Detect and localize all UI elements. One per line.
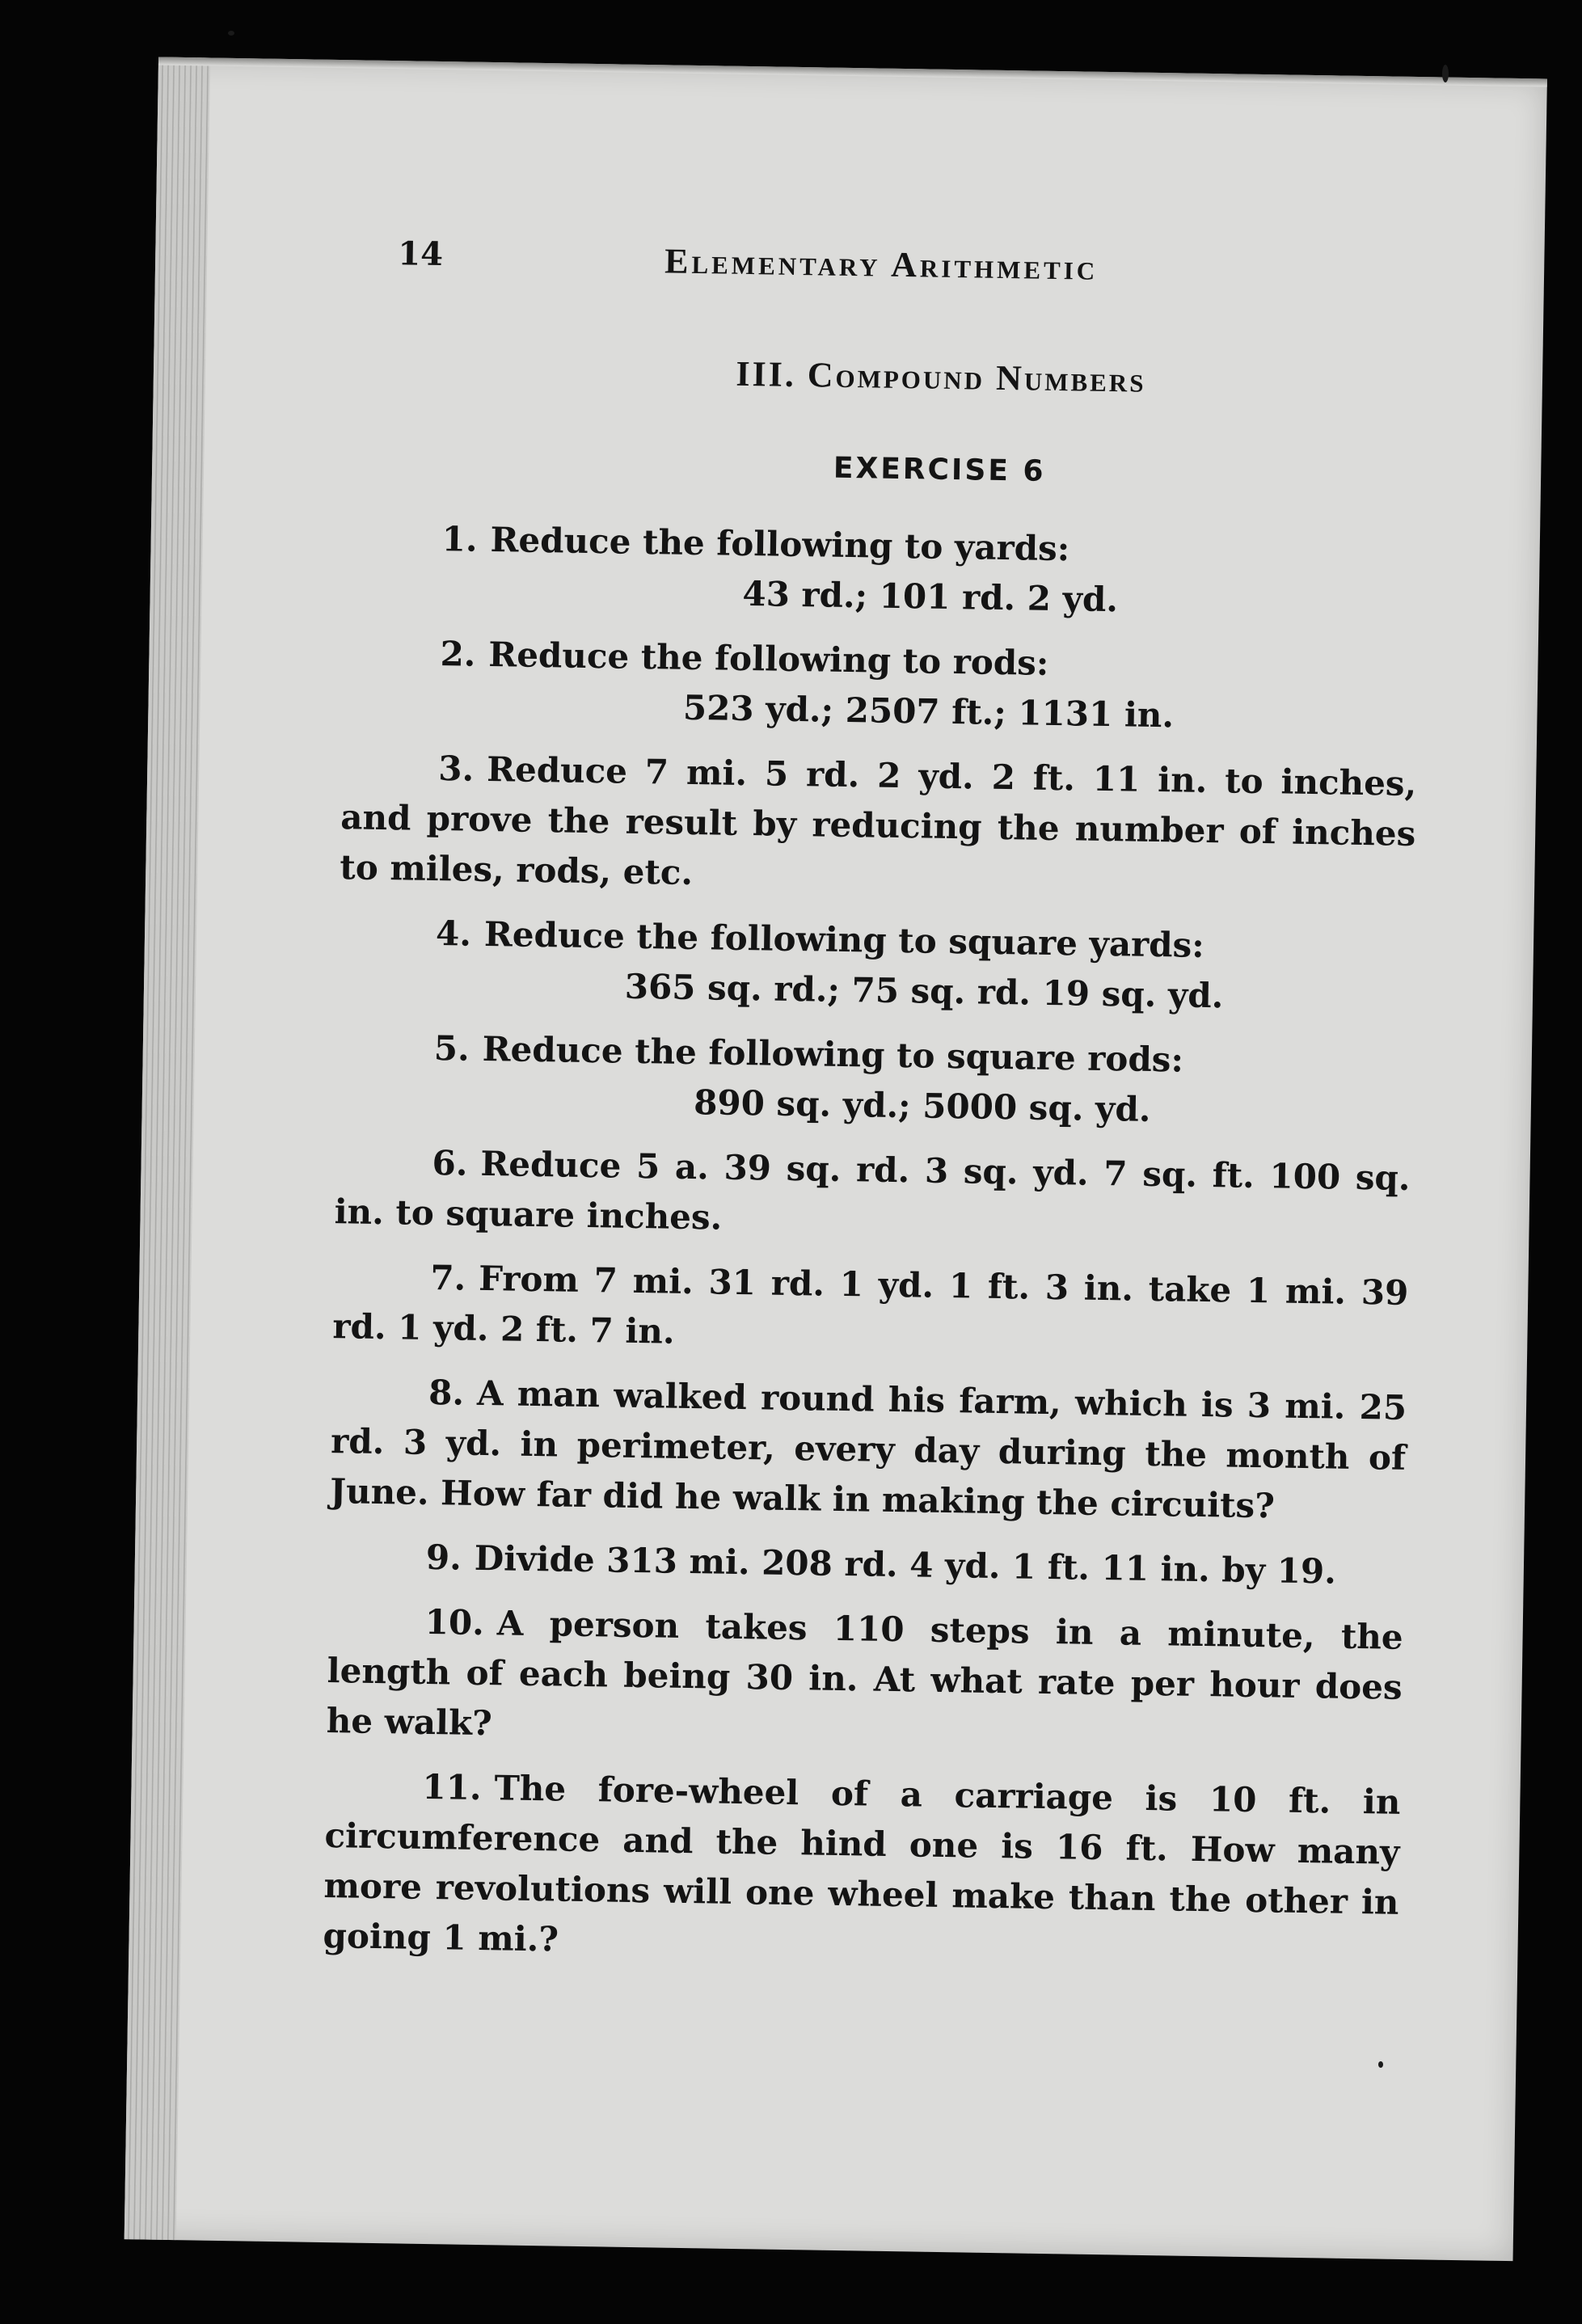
problem-1 (344, 512, 1420, 630)
problem-text: Reduce the following to yards: (490, 520, 1070, 569)
problem-number: 6. (432, 1142, 468, 1183)
problem-text: Reduce the following to rods: (488, 635, 1049, 683)
problem-number: 3. (437, 749, 475, 789)
problem-values: 890 sq. yd.; 5000 sq. yd. (693, 1082, 1151, 1129)
page-number: 14 (397, 234, 444, 274)
problem-number: 1. (441, 519, 479, 559)
problem-number: 4. (435, 913, 472, 954)
speck (1442, 65, 1449, 82)
speck (228, 31, 234, 36)
problem-5 (335, 1022, 1412, 1139)
speck (1378, 2061, 1383, 2068)
problem-values: 43 rd.; 101 rd. 2 yd. (742, 573, 1119, 620)
problem-3 (340, 742, 1417, 909)
problem-6 (334, 1137, 1411, 1254)
problem-text: The fore-wheel of a carriage is 10 ft. in circumference and the hind one is 16 ft. How many more revolutions will one wheel make than the other in going 1 mi.? (323, 1768, 1401, 1959)
running-head: Elementary Arithmetic (664, 241, 1099, 288)
problem-text: A person takes 110 steps in a minute, the length of each being 30 in. At what rate per hour does he walk? (326, 1603, 1403, 1744)
exercise-title: EXERCISE 6 (833, 451, 1046, 488)
problem-text: From 7 mi. 31 rd. 1 yd. 1 ft. 3 in. take 1 mi. 39 rd. 1 yd. 2 ft. 7 in. (332, 1258, 1409, 1352)
problem-number: 7. (430, 1257, 466, 1298)
problem-text: Reduce the following to square rods: (482, 1028, 1184, 1080)
problem-2 (342, 627, 1419, 744)
problem-text: Reduce 5 a. 39 sq. rd. 3 sq. yd. 7 sq. ft. 100 sq. in. to square inches. (334, 1143, 1411, 1238)
problem-10 (326, 1596, 1403, 1763)
chapter-title: III. Compound Numbers (736, 353, 1146, 400)
problem-7 (332, 1251, 1409, 1369)
problem-number: 9. (425, 1537, 462, 1578)
problem-number: 10. (424, 1601, 485, 1643)
problem-11 (323, 1761, 1401, 1978)
problem-text: Reduce 7 mi. 5 rd. 2 yd. 2 ft. 11 in. to inches, and prove the result by reducing the number of inches to miles, rods, etc. (340, 749, 1417, 893)
problem-9 (329, 1531, 1405, 1598)
problem-number: 5. (433, 1028, 470, 1069)
problem-8 (330, 1366, 1407, 1533)
problem-number: 2. (440, 634, 476, 674)
problem-number: 8. (428, 1372, 465, 1413)
problem-text: Reduce the following to square yards: (483, 913, 1205, 965)
problem-number: 11. (422, 1766, 482, 1808)
problem-text: A man walked round his farm, which is 3 mi. 25 rd. 3 yd. in perimeter, every day during the month of June. How far did he walk in making the circuits? (329, 1373, 1407, 1526)
page-header (397, 234, 1352, 314)
problem-4 (338, 907, 1415, 1024)
book-page (124, 57, 1547, 2262)
problem-values: 523 yd.; 2507 ft.; 1131 in. (682, 687, 1175, 736)
problem-values: 365 sq. rd.; 75 sq. rd. 19 sq. yd. (624, 966, 1224, 1016)
problem-text: Divide 313 mi. 208 rd. 4 yd. 1 ft. 11 in. by 19. (474, 1537, 1337, 1592)
exercise-list (323, 512, 1420, 1993)
